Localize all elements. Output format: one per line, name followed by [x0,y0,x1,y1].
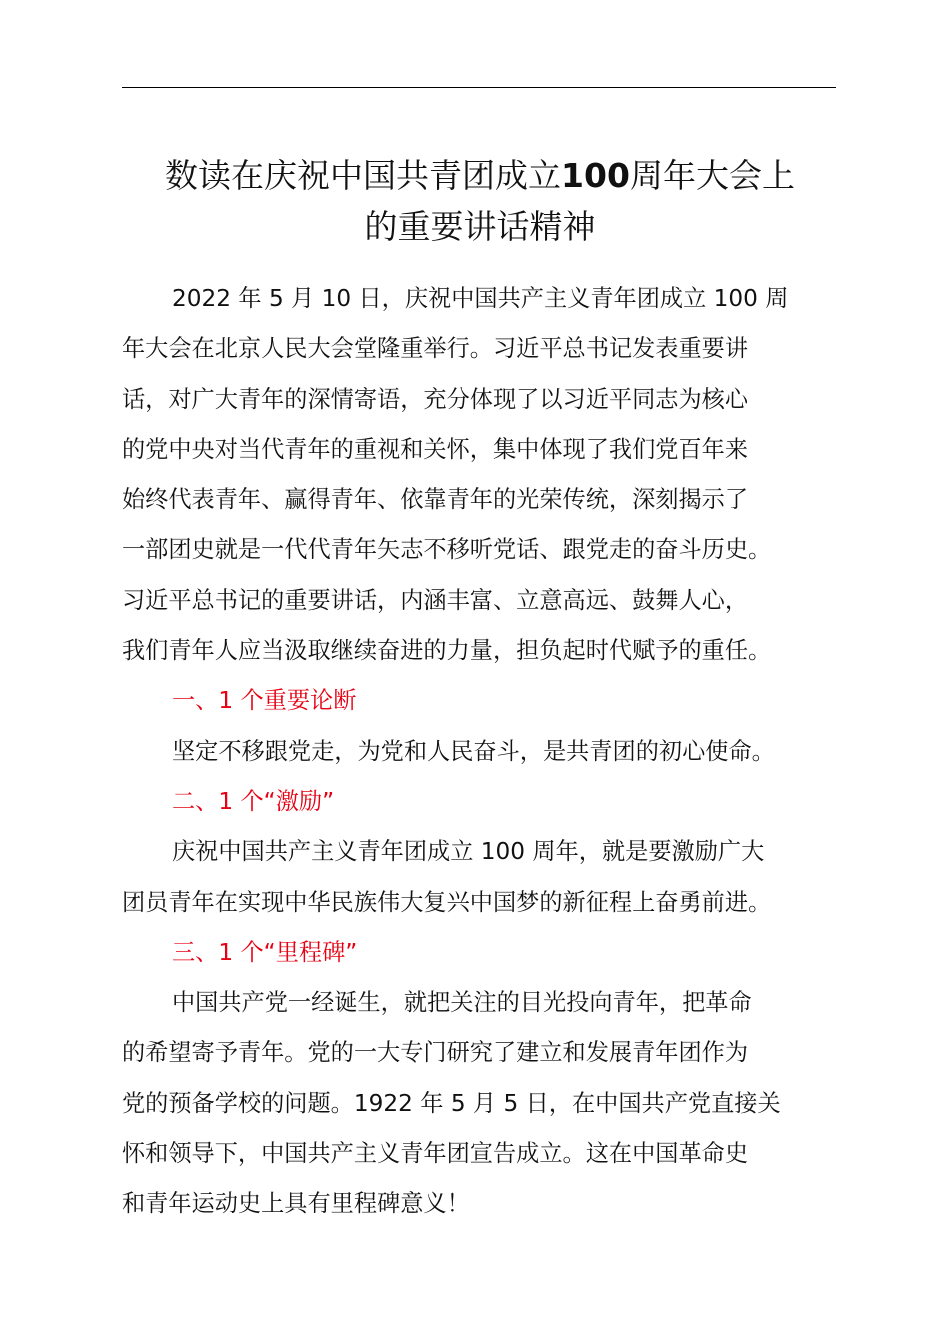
text-line: 中国共产党一经诞生，就把关注的目光投向青年，把革命 [172,989,752,1017]
text-line: 我们青年人应当汲取继续奋进的力量，担负起时代赋予的重任。 [122,637,772,665]
section-heading: 一、1 个重要论断 [172,687,357,715]
text-line: 话，对广大青年的深情寄语，充分体现了以习近平同志为核心 [122,385,749,413]
text-line: 2022 年 5 月 10 日，庆祝中国共产主义青年团成立 100 周 [172,285,789,312]
title-number: 100 [561,156,630,195]
section-heading: 二、1 个“激励” [172,787,335,815]
text-line: 团员青年在实现中华民族伟大复兴中国梦的新征程上奋勇前进。 [122,888,772,916]
document-body [122,274,842,1230]
text-line: 和青年运动史上具有里程碑意义！ [122,1190,470,1218]
text-line: 庆祝中国共产主义青年团成立 100 周年，就是要激励广大 [172,838,765,866]
document-title [110,150,850,252]
title-text-after: 周年大会上 [629,156,795,195]
intro-paragraph [122,274,842,676]
text-line: 的党中央对当代青年的重视和关怀，集中体现了我们党百年来 [122,435,749,463]
section-1 [122,676,842,777]
section-2 [122,777,842,928]
text-line: 怀和领导下，中国共产主义青年团宣告成立。这在中国革命史 [122,1140,749,1168]
title-line-1 [165,156,795,195]
section-3 [122,928,842,1230]
text-line: 一部团史就是一代代青年矢志不移听党话、跟党走的奋斗历史。 [122,536,772,564]
text-line: 始终代表青年、赢得青年、依靠青年的光荣传统，深刻揭示了 [122,486,749,514]
header-rule [122,87,836,88]
title-text-before: 数读在庆祝中国共青团成立 [165,156,562,195]
section-heading: 三、1 个“里程碑” [172,938,358,966]
text-line: 习近平总书记的重要讲话，内涵丰富、立意高远、鼓舞人心， [122,586,749,614]
text-line: 年大会在北京人民大会堂隆重举行。习近平总书记发表重要讲 [122,335,749,363]
text-line: 的希望寄予青年。党的一大专门研究了建立和发展青年团作为 [122,1039,749,1067]
title-line-2: 的重要讲话精神 [364,207,596,246]
text-line: 党的预备学校的问题。1922 年 5 月 5 日，在中国共产党直接关 [122,1089,781,1117]
text-line: 坚定不移跟党走，为党和人民奋斗，是共青团的初心使命。 [172,737,775,765]
